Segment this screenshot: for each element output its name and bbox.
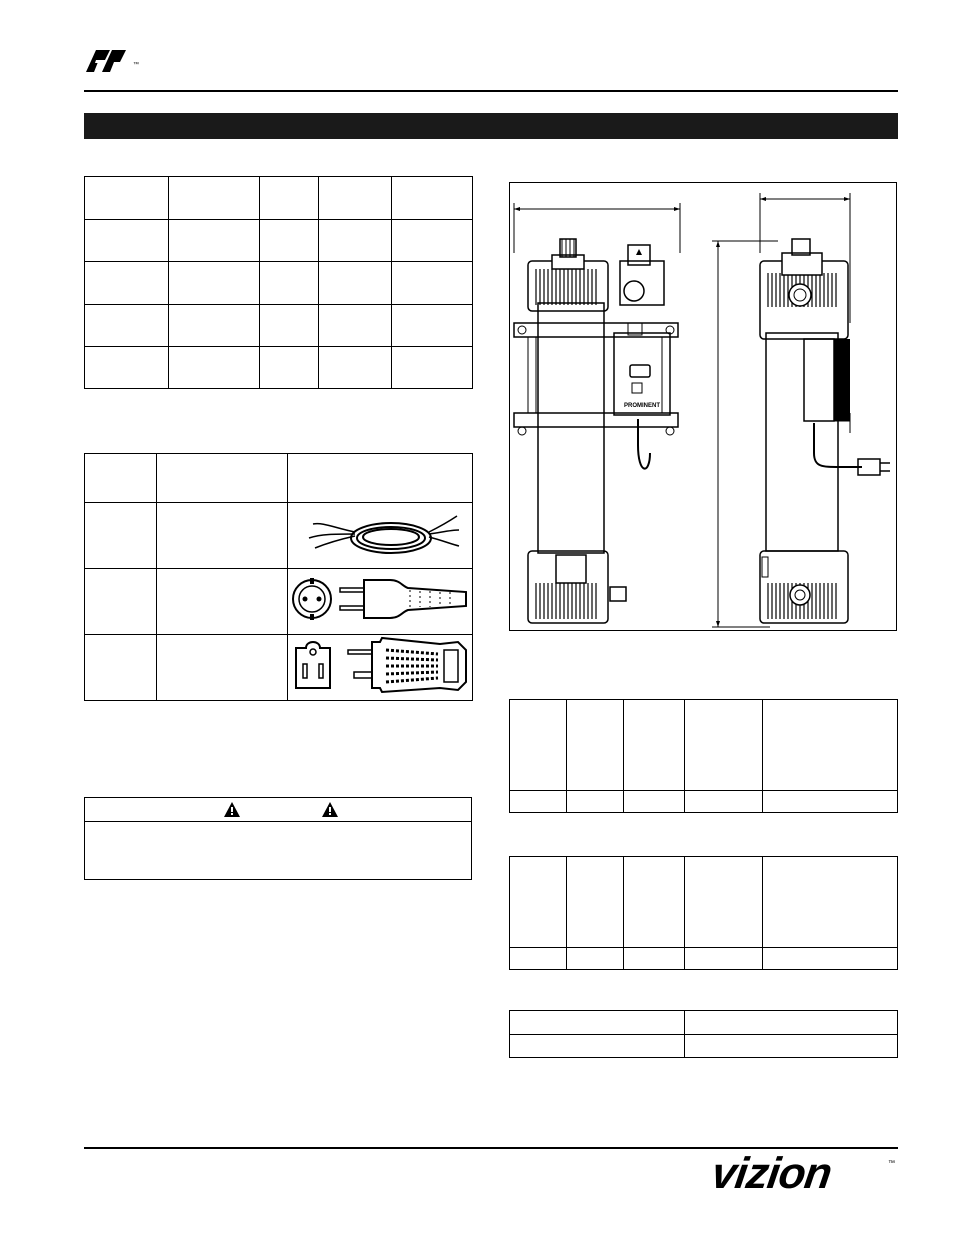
table-row [85, 347, 473, 389]
table-row [510, 791, 898, 813]
table-row [510, 1011, 898, 1035]
table-row [85, 220, 473, 262]
specs-table [84, 176, 473, 389]
table-row [85, 177, 473, 220]
table-row [510, 857, 898, 948]
vizion-brand-text: vizion [708, 1149, 835, 1198]
table-row [510, 700, 898, 791]
warning-box [84, 797, 472, 880]
product-dimension-drawing [509, 182, 897, 631]
table-row [85, 454, 473, 503]
power-cord-table [84, 453, 473, 701]
us-plug-icon [290, 636, 470, 694]
company-logo [84, 48, 136, 74]
section-title-bar [84, 113, 898, 139]
header-rule [84, 90, 898, 92]
table-row [85, 305, 473, 347]
bare-wire-cord-icon [295, 504, 465, 562]
table-row [510, 948, 898, 970]
table-row [85, 262, 473, 305]
warning-triangle-icon [321, 801, 339, 818]
control-box-label: PROMINENT [624, 403, 660, 409]
table-row [85, 503, 473, 569]
vizion-brand-logo [708, 1149, 835, 1198]
dimensions-table-a [509, 699, 898, 813]
brand-trademark: ™ [888, 1160, 895, 1167]
table-row [85, 635, 473, 701]
european-plug-icon [290, 572, 470, 626]
logo-trademark: ™ [133, 62, 139, 68]
table-row [510, 1035, 898, 1058]
small-table [509, 1010, 898, 1058]
table-row [85, 569, 473, 635]
dimensions-table-b [509, 856, 898, 970]
warning-triangle-icon [223, 801, 241, 818]
warning-header [85, 798, 471, 822]
